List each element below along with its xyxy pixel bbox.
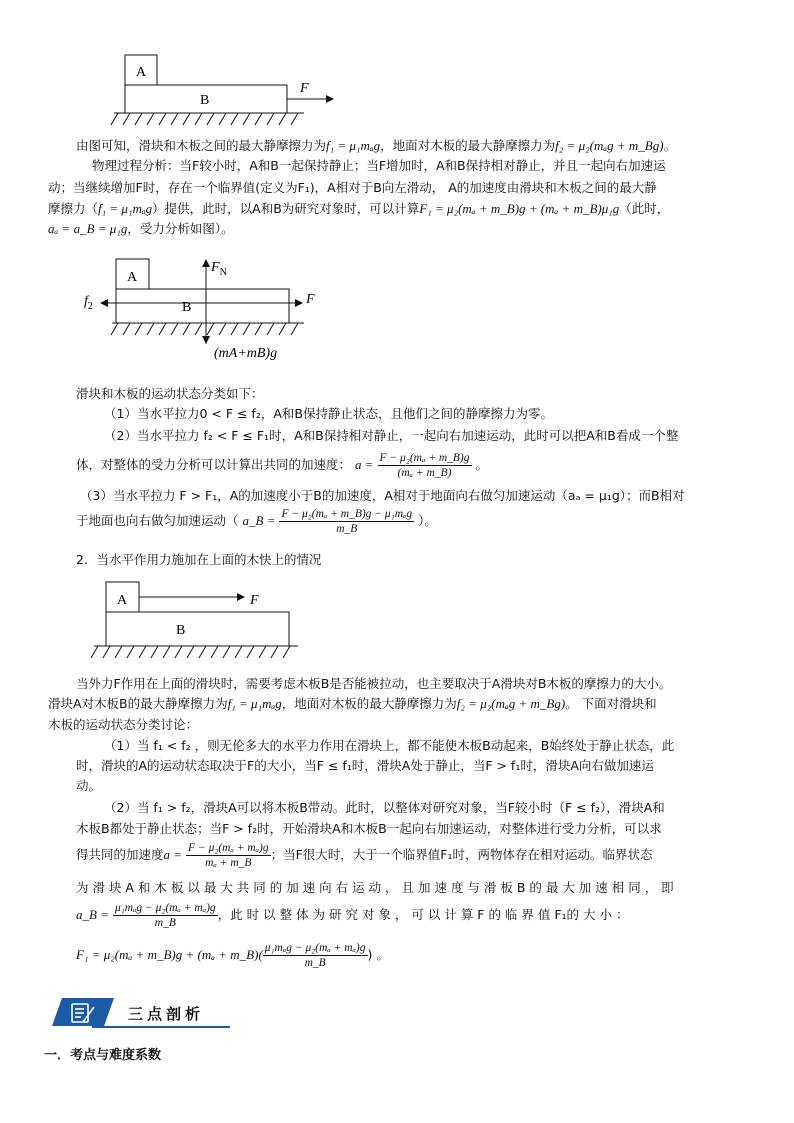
equation: a_B = [242,513,276,528]
para4-line3: 木板的运动状态分类讨论： [48,717,199,732]
text: ，地面对木板的最大静摩擦力为 [281,696,457,711]
section-heading: 一．考点与难度系数 [44,1048,162,1063]
numerator: μ₁mₐg − μ₂(mₐ + mₐ)g [264,942,366,954]
text: ，地面对木板的最大静摩擦力为 [380,138,556,153]
equation: f₁ = μ₁mₐg [98,201,153,216]
para4-item2e [76,900,776,930]
block-b [116,289,289,323]
para4-item2a: （2）当 f₁ > f₂，滑块A可以将木板B带动。此时，以整体对研究对象，当F较小时（F ≤ f₂），滑块A和 [104,800,665,815]
denominator: m_B [304,957,326,969]
para2-line1: 物理过程分析：当F较小时，A和B一起保持静止；当F增加时，A和B保持相对静止，并且一起向右加速运 [92,158,666,173]
fraction [378,451,472,480]
force-label: F [300,81,309,96]
fraction [263,941,368,970]
para2-line3 [48,199,748,219]
para4-item2b: 木板B都处于静止状态；当F > f₂时，开始滑块A和木板B一起向右加速运动，对整体进行受力分析，可以求 [76,821,662,836]
para4-line1: 当外力F作用在上面的滑块时，需要考虑木板B是否能被拉动，也主要取决于A滑块对B木板的摩擦力的大小。 [76,676,672,691]
force-arrowhead [326,95,334,103]
block-a-label: A [136,65,147,80]
ground-hatch [91,646,290,658]
text: ，受力分析如图）。 [127,221,234,236]
block-b-label: B [176,623,186,638]
denominator: (mₐ + m_B) [397,467,452,479]
numerator: F − μ₂(mₐ + mₐ)g [188,842,269,854]
para4-item1b: 时，滑块的A的运动状态取决于F的大小，当F ≤ f₁时，滑块A处于静止，当F > f₁时，滑块A向右做加速运 [76,758,654,773]
section-tag-title: 三点剖析 [128,1005,205,1023]
para2-line2: 动；当继续增加F时，存在一个临界值(定义为F₁)，A相对于B向左滑动， A的加速度由滑块和木板之间的最大静 [48,180,657,195]
friction-label: $f_2$ [84,294,93,312]
text: 。 [475,457,488,472]
case2-title: 2．当水平作用力施加在上面的木快上的情况 [76,552,322,567]
text: 滑块A对木板B的最大静摩擦力为 [48,696,228,711]
para4-item1a: （1）当 f₁ < f₂ ，则无伦多大的水平力作用在滑块上，都不能使木板B动起来，B始终处于静止状态，此 [104,738,675,753]
equation: f₂ = μ₂(mₐg + m_Bg) [456,696,566,711]
force-arrowhead [295,299,303,307]
text: 。 下面对滑块和 [565,696,657,711]
para2-line4 [48,219,748,239]
block-a-label: A [127,270,138,285]
para4-item1c: 动。 [76,778,102,793]
fraction [113,901,218,930]
equation: a = [355,457,374,472]
force-label: F [250,593,259,608]
block-b-label: B [200,93,210,108]
equation: f₁ = μ₁mₐg [227,696,282,711]
text: 由图可知，滑块和木板之间的最大静摩擦力为 [76,138,327,153]
para4-item2c [76,840,776,870]
text: 。 [663,138,677,153]
equation: a = [163,847,183,862]
ground-hatch [111,323,298,335]
text: 于地面也向右做匀加速运动（ [76,513,239,528]
para3-title: 滑块和木板的运动状态分类如下： [76,386,264,401]
text: ) 。 [367,947,389,962]
equation: F₁ = μ₂(mₐ + m_B)g + (mₐ + m_B)μ₁g [419,201,620,216]
force-label: F [306,292,315,307]
fraction [279,507,414,536]
figure-3-block-diagram [84,576,344,666]
block-a-label: A [117,593,128,608]
text: ，此 时 以 整 体 为 研 究 对 象 ， 可 以 计 算 F 的 临 界 值 F₁的 大 小 ： [217,907,629,922]
weight-arrowhead [202,336,210,344]
para3-item1: （1）当水平拉力0 < F ≤ f₂，A和B保持静止状态，且他们之间的静摩擦力为零。 [104,406,553,421]
normal-force-arrowhead [202,259,210,267]
denominator: m_B [336,523,358,535]
force-arrowhead [237,593,245,601]
para3-item2a: （2）当水平拉力 f₂ < F ≤ F₁时，A和B保持相对静止，一起向右加速运动，此时可以把A和B看成一个整 [104,428,679,443]
figure-1-block-diagram [108,52,348,132]
fraction [186,841,271,870]
friction-arrowhead [100,299,108,307]
text: 摩擦力（ [48,201,99,216]
equation: f₁ = μ₁mₐg [326,138,381,153]
para3-item3b [76,506,776,536]
block-b [106,612,289,646]
para3-item2b [76,450,776,480]
denominator: m_B [154,917,176,929]
figure-2-force-diagram [82,254,342,366]
numerator: F − μ₂(mₐ + m_B)g [379,452,470,464]
block-b-label: B [182,300,192,315]
text: 得共同的加速度 [76,847,164,862]
equation: a_B = [76,907,109,922]
para4-line2 [48,694,748,714]
text: 体，对整体的受力分析可以计算出共同的加速度： [76,457,352,472]
denominator: mₐ + m_B [205,857,252,869]
equation: F₁ = μ₂(mₐ + m_B)g + (mₐ + m_B)( [76,947,263,962]
equation: f₂ = μ₂(mₐg + m_Bg) [555,138,664,153]
equation: aₐ = a_B = μ₁g [48,221,128,236]
para4-item2f [76,940,776,970]
para3-item3a: （3）当水平拉力 F > F₁，A的加速度小于B的加速度，A相对于地面向右做匀加速运动（aₐ = μ₁g）；而B相对 [80,488,685,503]
text: （此时， [619,201,670,216]
text: ）提供，此时，以A和B为研究对象时，可以计算 [152,201,420,216]
numerator: F − μ₂(mₐ + m_B)g − μ₁mₐg [281,508,413,520]
text: ）。 [418,513,437,528]
ground-hatch [111,113,298,125]
text: ；当F很大时，大于一个临界值F₁时，两物体存在相对运动。临界状态 [270,847,653,862]
weight-label: (mA+mB)g [214,346,278,361]
numerator: μ₁mₐg − μ₂(mₐ + mₐ)g [114,902,216,914]
normal-force-label: $F_N$ [211,260,227,278]
para4-item2d: 为 滑 块 A 和 木 板 以 最 大 共 同 的 加 速 向 右 运 动 ， 且 加 速 度 与 滑 板 B 的 最 大 加 速 相 同 ， 即 [76,880,674,895]
para1-line1 [76,136,776,156]
